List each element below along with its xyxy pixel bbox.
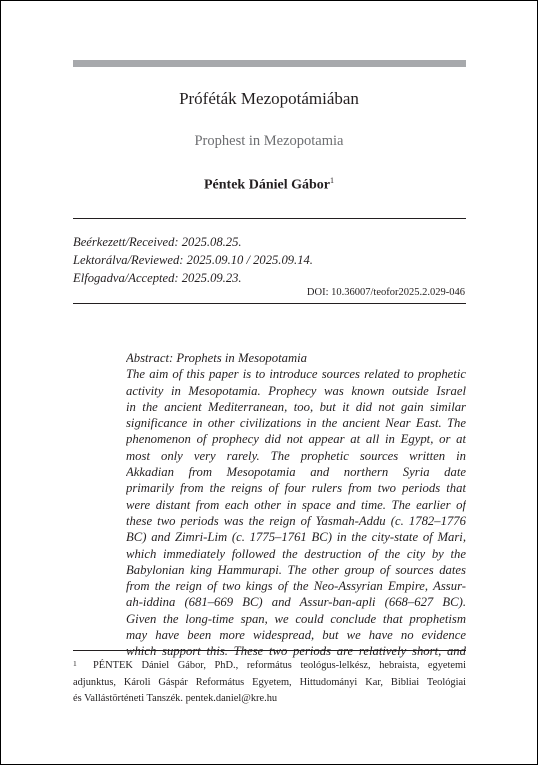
footnote-line: PÉNTEK Dániel Gábor, PhD., református teológus-lelkész, hebraista, egyetemi bbox=[93, 660, 466, 671]
meta-divider bbox=[73, 303, 466, 304]
article-subtitle: Prophest in Mezopotamia bbox=[194, 133, 344, 149]
reviewed-date: Lektorálva/Reviewed: 2025.09.10 / 2025.09.14. bbox=[73, 253, 313, 267]
author-text: Péntek Dániel Gábor bbox=[204, 177, 330, 193]
abstract-line: which immediately followed the destruction of the city by the bbox=[126, 546, 466, 561]
footnote-line: adjunktus, Károli Gáspár Református Egyetem, Hittudományi Kar, Bibliai Teológiai bbox=[73, 676, 466, 688]
abstract-line: significance in other civilizations in the ancient Near East. The bbox=[126, 416, 466, 431]
abstract-line: these two periods was the reign of Yasmah-Addu (c. 1782–1776 bbox=[126, 513, 466, 528]
abstract-line: Babylonian king Hammurapi. The other group of sources dates bbox=[126, 562, 466, 577]
footnote bbox=[73, 658, 466, 708]
abstract-line: phenomenon of prophecy did not appear at all in Egypt, or at bbox=[126, 432, 466, 447]
abstract-line: Given the long-time span, we could conclude that prophetism bbox=[126, 611, 466, 626]
abstract-line: Akkadian from Mesopotamia and northern Syria date bbox=[126, 465, 466, 480]
abstract-line: in the ancient Mediterranean, too, but it did not gain similar bbox=[126, 399, 466, 414]
footnote-mark: 1 bbox=[73, 659, 77, 668]
abstract-line: BC) and Zimri-Lim (c. 1775–1761 BC) in the city-state of Mari, bbox=[126, 530, 466, 545]
author-name bbox=[1, 176, 537, 194]
abstract-line: from the reign of two kings of the Neo-Assyrian Empire, Assur- bbox=[126, 579, 466, 594]
footnote-line-email[interactable]: és Vallástörténeti Tanszék. pentek.daniel@kre.hu bbox=[73, 693, 278, 704]
abstract-line: were distant from each other in space and time. The earlier of bbox=[126, 497, 466, 512]
top-divider bbox=[73, 218, 466, 219]
received-date: Beérkezett/Received: 2025.08.25. bbox=[73, 235, 242, 249]
abstract-heading: Abstract: Prophets in Mesopotamia bbox=[126, 351, 308, 365]
article-title: Próféták Mezopotámiában bbox=[179, 89, 359, 108]
footnote-divider bbox=[73, 650, 466, 651]
abstract-line: The aim of this paper is to introduce sources related to prophetic bbox=[126, 367, 466, 382]
abstract-line: which support this. These two periods are relatively short, and bbox=[126, 644, 466, 659]
accepted-date: Elfogadva/Accepted: 2025.09.23. bbox=[73, 271, 242, 285]
abstract bbox=[126, 350, 466, 660]
abstract-line: activity in Mesopotamia. Prophecy was known outside Israel bbox=[126, 383, 466, 398]
abstract-line: primarily from the reigns of four rulers from two periods that bbox=[126, 481, 466, 496]
abstract-line: may have been more widespread, but we have no evidence bbox=[126, 628, 466, 643]
header-bar bbox=[73, 60, 466, 67]
author-footnote-mark[interactable]: 1 bbox=[330, 176, 334, 185]
article-dates bbox=[73, 233, 313, 287]
abstract-line: ah-iddina (681–669 BC) and Assur-ban-apli (668–627 BC). bbox=[126, 595, 466, 610]
abstract-line: most only very rarely. The prophetic sources written in bbox=[126, 448, 466, 463]
doi[interactable]: DOI: 10.36007/teofor2025.2.029-046 bbox=[306, 287, 465, 298]
